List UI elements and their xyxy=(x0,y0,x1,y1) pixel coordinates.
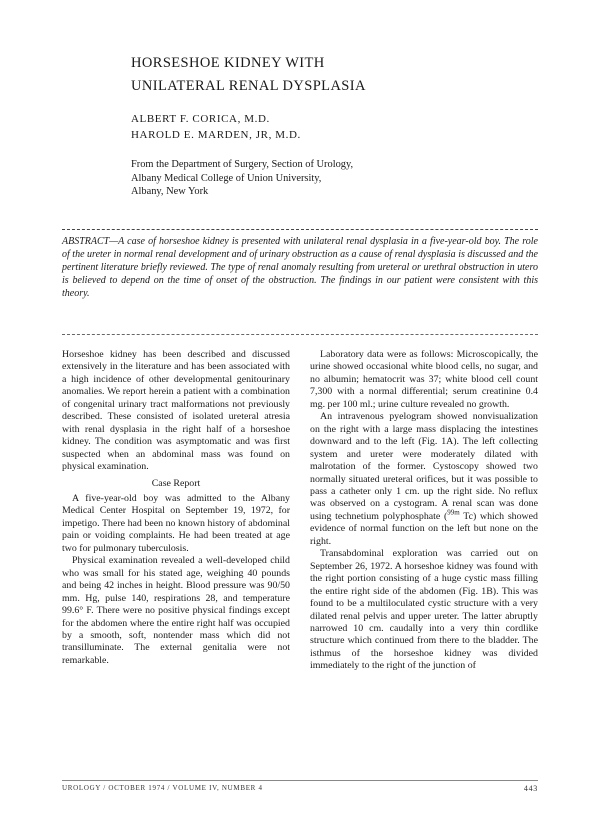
exploration-paragraph: Transabdominal exploration was carried out on September 26, 1972. A horseshoe kidney was found with the right portion consisting of a huge cystic mass filling the entire right side of the abdomen (Fig. 1B). This was found to be a multiloculated cystic structure with a very dilated renal pelvis and upper ureter. The latter abruptly narrowed 10 cm. caudally into a very thin cordlike structure which continued from there to the bladder. The isthmus of the horseshoe kidney was divided immediately to the right of the junction of xyxy=(310,548,538,672)
journal-info: UROLOGY / OCTOBER 1974 / VOLUME IV, NUMBER 4 xyxy=(62,784,263,792)
page-number: 443 xyxy=(523,784,538,793)
abstract-bottom-rule xyxy=(62,334,538,335)
title-line-1: HORSESHOE KIDNEY WITH xyxy=(131,55,325,71)
pyelogram-text-a: An intravenous pyelogram showed nonvisualization on the right with a large mass displacing the intestines downward and to the left (Fig. 1A). The left collecting system and ureter were moderately dilated with malrotation of the former. Cystoscopy showed two normally situated ureteral orifices, but it was possible to pass a catheter only 1 cm. up the right side. No reflux was observed on a cystogram. A renal scan was done using technetium polyphosphate ( xyxy=(310,411,538,522)
abstract: ABSTRACT—A case of horseshoe kidney is presented with unilateral renal dysplasia in a five-year-old boy. The role of the ureter in normal renal development and of urinary obstruction as a cause of renal dysplasia is discussed and the pertinent literature briefly reviewed. The type of renal anomaly resulting from ureteral or urethral obstruction in utero is believed to depend on the time of onset of the obstruction. The findings in our patient were consistent with this theory. xyxy=(62,236,538,299)
author-list xyxy=(131,111,301,143)
pyelogram-paragraph xyxy=(310,411,538,548)
pyelogram-text-b: Tc) which showed evidence of normal function on the left but none on the right. xyxy=(310,510,538,547)
lab-data-paragraph: Laboratory data were as follows: Microscopically, the urine showed occasional white blood cells, no sugar, and no albumin; hematocrit was 37; white blood cell count 7,300 with a normal differential; serum creatinine 0.4 mg. per 100 ml.; urine culture revealed no growth. xyxy=(310,349,538,410)
article-title xyxy=(131,52,366,98)
intro-paragraph: Horseshoe kidney has been described and discussed extensively in the literature and has been associated with a high incidence of other developmental genitourinary anomalies. We report herein a patient with a combination of congenital urinary tract malformations not previously described. These consisted of isolated ureteral atresia with renal dysplasia in the right half of a horseshoe kidney. The condition was asymptomatic and was first suspected when an abdominal mass was found on physical examination. xyxy=(62,349,290,473)
page-footer xyxy=(62,784,538,792)
affiliation xyxy=(131,158,353,199)
author-2: HAROLD E. MARDEN, JR, M.D. xyxy=(131,129,301,141)
author-1: ALBERT F. CORICA, M.D. xyxy=(131,113,270,125)
section-heading-case-report: Case Report xyxy=(151,477,201,489)
affiliation-line-1: From the Department of Surgery, Section of Urology, xyxy=(131,159,354,170)
case-paragraph-2: Physical examination revealed a well-developed child who was small for his stated age, weighing 40 pounds and being 42 inches in height. Blood pressure was 90/50 mm. Hg, pulse 140, respirations 28, and temperature 99.6° F. There were no positive physical findings except for the abdomen where the entire right half was occupied by a smooth, soft, nontender mass which did not transilluminate. The external genitalia were not remarkable. xyxy=(62,555,290,666)
affiliation-line-3: Albany, New York xyxy=(131,186,209,197)
abstract-top-rule xyxy=(62,229,538,230)
isotope-superscript: 99m xyxy=(447,508,460,517)
affiliation-line-2: Albany Medical College of Union University, xyxy=(131,172,322,184)
right-column xyxy=(310,349,538,673)
left-column xyxy=(62,349,290,667)
case-paragraph-1: A five-year-old boy was admitted to the Albany Medical Center Hospital on September 19, 1972, for impetigo. There had been no known history of abdominal pain or voiding complaints. He had been treated at age two for pulmonary tuberculosis. xyxy=(62,492,290,554)
title-line-2: UNILATERAL RENAL DYSPLASIA xyxy=(131,78,366,94)
footer-rule xyxy=(62,780,538,781)
